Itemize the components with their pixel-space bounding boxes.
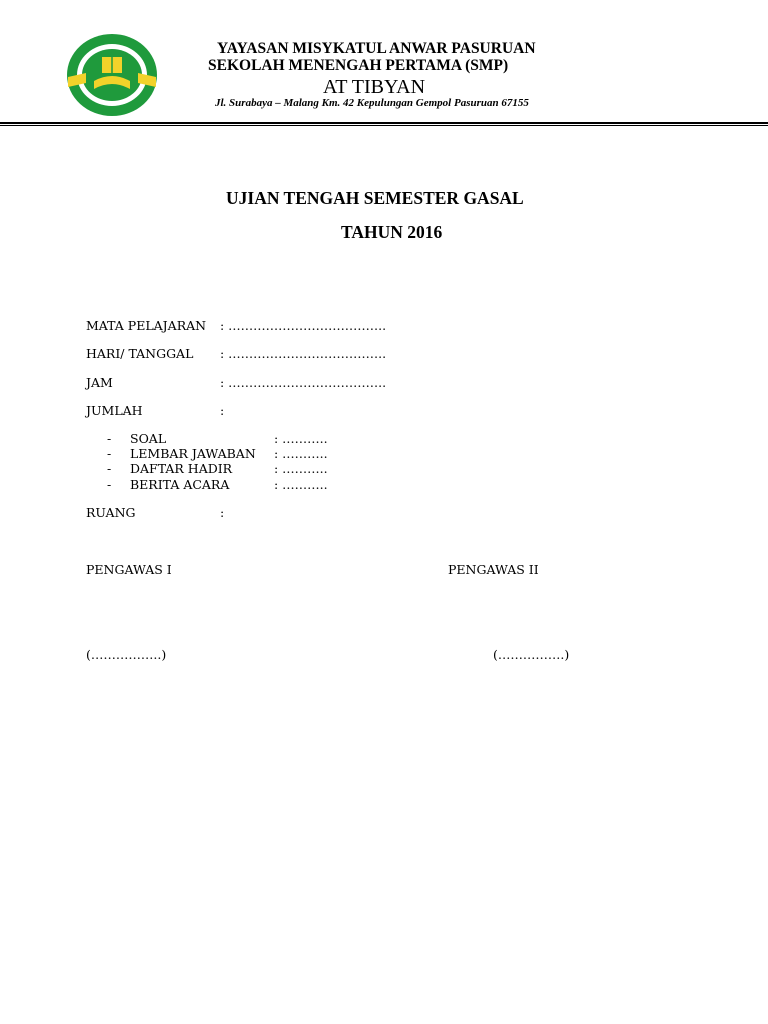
- label-mata-pelajaran: MATA PELAJARAN: [86, 318, 207, 333]
- header-divider-thin: [0, 125, 768, 126]
- field-hari-tanggal: : ………………………………..: [220, 346, 387, 361]
- label-jumlah: JUMLAH: [86, 403, 143, 418]
- label-daftar-hadir: DAFTAR HADIR: [130, 461, 233, 476]
- signature-line-pengawas-1: (……………..): [86, 647, 167, 662]
- list-item-dash: -: [107, 477, 112, 492]
- foundation-name: YAYASAN MISYKATUL ANWAR PASURUAN: [217, 40, 536, 57]
- list-item-dash: -: [107, 461, 112, 476]
- label-hari-tanggal: HARI/ TANGGAL: [86, 346, 194, 361]
- field-daftar-hadir: : ………..: [274, 461, 328, 476]
- label-pengawas-1: PENGAWAS I: [86, 562, 172, 577]
- label-lembar-jawaban: LEMBAR JAWABAN: [130, 446, 256, 461]
- exam-title: UJIAN TENGAH SEMESTER GASAL: [226, 188, 524, 208]
- signature-line-pengawas-2: (…………….): [493, 647, 570, 662]
- field-ruang: :: [220, 505, 225, 520]
- exam-year: TAHUN 2016: [341, 222, 443, 242]
- list-item-dash: -: [107, 431, 112, 446]
- field-jam: : ………………………………..: [220, 375, 387, 390]
- label-jam: JAM: [86, 375, 113, 390]
- school-address: Jl. Surabaya – Malang Km. 42 Kepulungan Gempol Pasuruan 67155: [215, 97, 529, 109]
- label-ruang: RUANG: [86, 505, 136, 520]
- field-berita-acara: : ………..: [274, 477, 328, 492]
- school-type: SEKOLAH MENENGAH PERTAMA (SMP): [208, 57, 509, 74]
- label-berita-acara: BERITA ACARA: [130, 477, 230, 492]
- label-soal: SOAL: [130, 431, 167, 446]
- field-jumlah: :: [220, 403, 225, 418]
- label-pengawas-2: PENGAWAS II: [448, 562, 539, 577]
- field-soal: : ………..: [274, 431, 328, 446]
- list-item-dash: -: [107, 446, 112, 461]
- field-lembar-jawaban: : ………..: [274, 446, 328, 461]
- header-divider: [0, 122, 768, 124]
- school-name: AT TIBYAN: [323, 76, 426, 98]
- school-logo: [66, 33, 158, 117]
- field-mata-pelajaran: : ………………………………..: [220, 318, 387, 333]
